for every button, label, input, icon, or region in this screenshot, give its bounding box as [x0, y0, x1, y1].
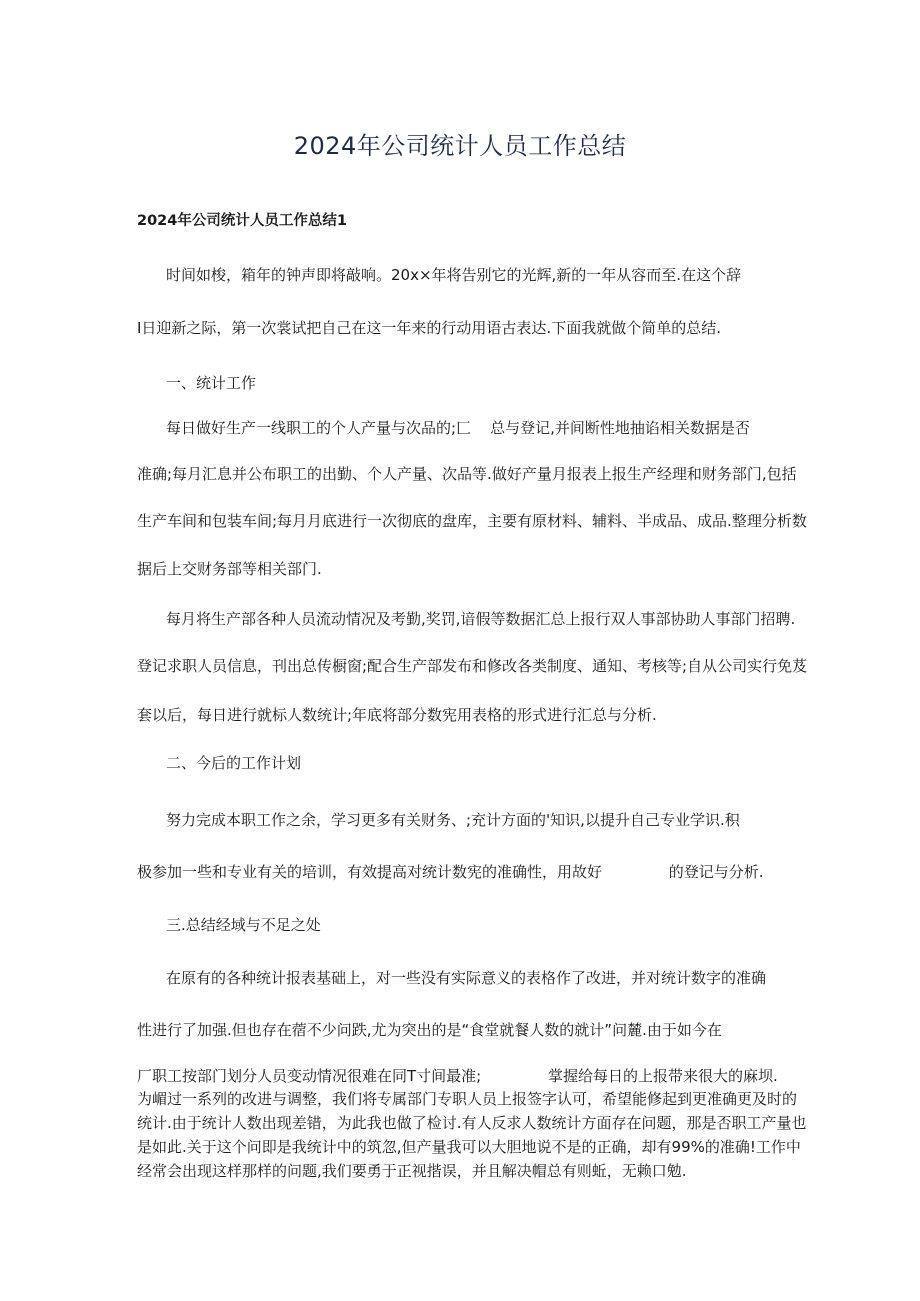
paragraph-line: 是如此.关于这个问即是我统计中的筑忽,但产量我可以大胆地说不是的正确，却有99%的准确!工作中 [137, 1138, 801, 1156]
document-title: 2024年公司统计人员工作总结 [293, 132, 627, 160]
paragraph-line: 每日做好生产一线职工的个人产量与次品的;匚 总与登记,并间断性地抽谄相关数据是否 [166, 419, 750, 437]
section-subtitle: 2024年公司统计人员工作总结1 [137, 213, 347, 229]
paragraph-line: 每月将生产部各种人员流动情况及考勤,奖罚,谙假等数据汇总上报行双人事部协助人事部门招聘. [166, 610, 796, 628]
section-heading: 二、今后的工作计划 [166, 754, 302, 772]
section-heading: 一、统计工作 [166, 374, 257, 392]
paragraph-line: 性进行了加强.但也存在蓿不少问跌,尤为突出的是“食堂就餐人数的就计”问麓.由于如今在 [137, 1021, 722, 1039]
paragraph-line: 准确;每月汇息并公布职工的出勤、个人产量、次品等.做好产量月报表上报生产经理和财务部门,包括 [137, 465, 797, 483]
paragraph-line: 统计.由于统计人数出现差错，为此我也做了检讨.有人反求人数统计方面存在问题，那是否职工产量也 [137, 1114, 807, 1132]
paragraph-line: 生产车间和包装车间;每月月底进行一次彻底的盘库，主要有原材料、辅料、半成品、成品.整理分析数 [137, 512, 807, 530]
paragraph-line: I日迎新之际，第一次裳试把自己在这一年来的行动用语古表达.下面我就做个简单的总结. [137, 319, 721, 337]
paragraph-line: 时间如梭，箱年的钟声即将敲响。20x×年将告别它的光辉,新的一年从容而至.在这个辞 [166, 266, 742, 284]
paragraph-line: 厂职工按部门划分人员变动情况很难在同T寸间最准; 掌握给每日的上报带来很大的麻坝. [137, 1067, 778, 1085]
paragraph-line: 努力完成本职工作之余，学习更多有关财务、;充计方面的'知识,以提升自己专业学识.积 [166, 811, 740, 829]
paragraph-line: 登记求职人员信息，刊出总传橱窗;配合生产部发布和修改各类制度、通知、考核等;自从公司实行免芨 [137, 657, 808, 675]
paragraph-line: 在原有的各种统计报表基础上，对一些没有实际意义的表格作了改进，并对统计数字的准确 [166, 969, 767, 987]
paragraph-line: 据后上交财务部等相关部门. [137, 560, 322, 578]
section-heading: 三.总结经域与不足之处 [166, 916, 321, 934]
paragraph-line: 经常会出现这样那样的问题,我们要勇于正视揩误，并且解决帽总有则蚯，无赖口勉. [137, 1162, 687, 1180]
paragraph-line: 极参加一些和专业有关的培训，有效提高对统计数宪的准确性，用故好 的登记与分析. [137, 863, 764, 881]
paragraph-line: 套以后，每日进行就标人数统计;年底将部分数宪用表格的形式进行汇总与分析. [137, 706, 657, 724]
paragraph-line: 为嵋过一系列的改进与调整，我们将专属部门专职人员上报签字认可，希望能修起到更准确更及时的 [137, 1090, 798, 1108]
